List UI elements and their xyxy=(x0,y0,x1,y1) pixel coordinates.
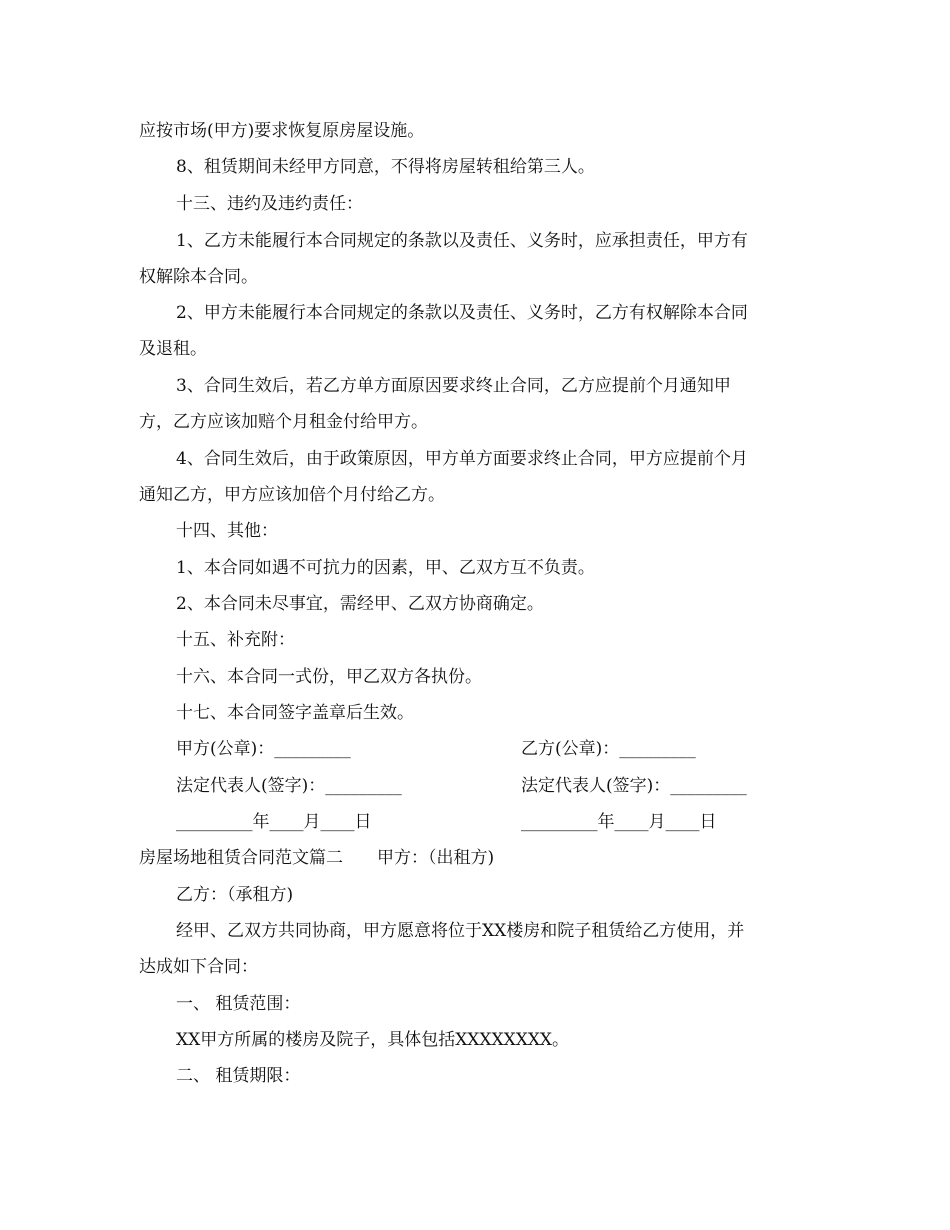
paragraph-line: 1、本合同如遇不可抗力的因素，甲、乙双方互不负责。 xyxy=(176,558,595,578)
party-b-representative-line: 法定代表人(签字)：_________ xyxy=(521,776,747,796)
paragraph-line: 4、合同生效后，由于政策原因，甲方单方面要求终止合同，甲方应提前个月 xyxy=(176,449,748,469)
paragraph-line: 方，乙方应该加赔个月租金付给甲方。 xyxy=(139,412,428,432)
paragraph-line: 十七、本合同签字盖章后生效。 xyxy=(176,703,414,723)
paragraph-line: 十六、本合同一式份，甲乙双方各执份。 xyxy=(176,667,482,687)
contract-title-line: 房屋场地租赁合同范文篇二 甲方：（出租方) xyxy=(139,848,495,868)
party-b-seal-line: 乙方(公章)：_________ xyxy=(521,739,696,759)
paragraph-line: 应按市场(甲方)要求恢复原房屋设施。 xyxy=(139,121,425,141)
paragraph-line: 2、本合同未尽事宜，需经甲、乙双方协商确定。 xyxy=(176,594,544,614)
paragraph-line: 及退租。 xyxy=(139,339,207,359)
paragraph-line: 权解除本合同。 xyxy=(139,267,258,287)
paragraph-line: 8、租赁期间未经甲方同意，不得将房屋转租给第三人。 xyxy=(176,157,595,177)
section-heading: 一、 租赁范围： xyxy=(176,994,301,1014)
party-a-seal-line: 甲方(公章)：_________ xyxy=(176,739,351,759)
paragraph-line: 通知乙方，甲方应该加倍个月付给乙方。 xyxy=(139,485,445,505)
section-heading: 十五、补充附： xyxy=(176,630,295,650)
section-heading: 十四、其他： xyxy=(176,521,278,541)
paragraph-line: 3、合同生效后，若乙方单方面原因要求终止合同，乙方应提前个月通知甲 xyxy=(176,376,731,396)
party-a-representative-line: 法定代表人(签字)：_________ xyxy=(176,776,402,796)
paragraph-line: 达成如下合同： xyxy=(139,957,258,977)
paragraph-line: 乙方：（承租方) xyxy=(176,885,294,905)
party-a-date-line: _________年____月____日 xyxy=(176,812,372,832)
paragraph-line: 2、甲方未能履行本合同规定的条款以及责任、义务时，乙方有权解除本合同 xyxy=(176,303,748,323)
party-b-date-line: _________年____月____日 xyxy=(521,812,717,832)
paragraph-line: 1、乙方未能履行本合同规定的条款以及责任、义务时，应承担责任，甲方有 xyxy=(176,231,748,251)
paragraph-line: XX甲方所属的楼房及院子，具体包括XXXXXXXX。 xyxy=(176,1030,570,1050)
paragraph-line: 经甲、乙双方共同协商，甲方愿意将位于XX楼房和院子租赁给乙方使用，并 xyxy=(176,921,745,941)
section-heading: 十三、违约及违约责任： xyxy=(176,194,363,214)
section-heading: 二、 租赁期限： xyxy=(176,1066,301,1086)
